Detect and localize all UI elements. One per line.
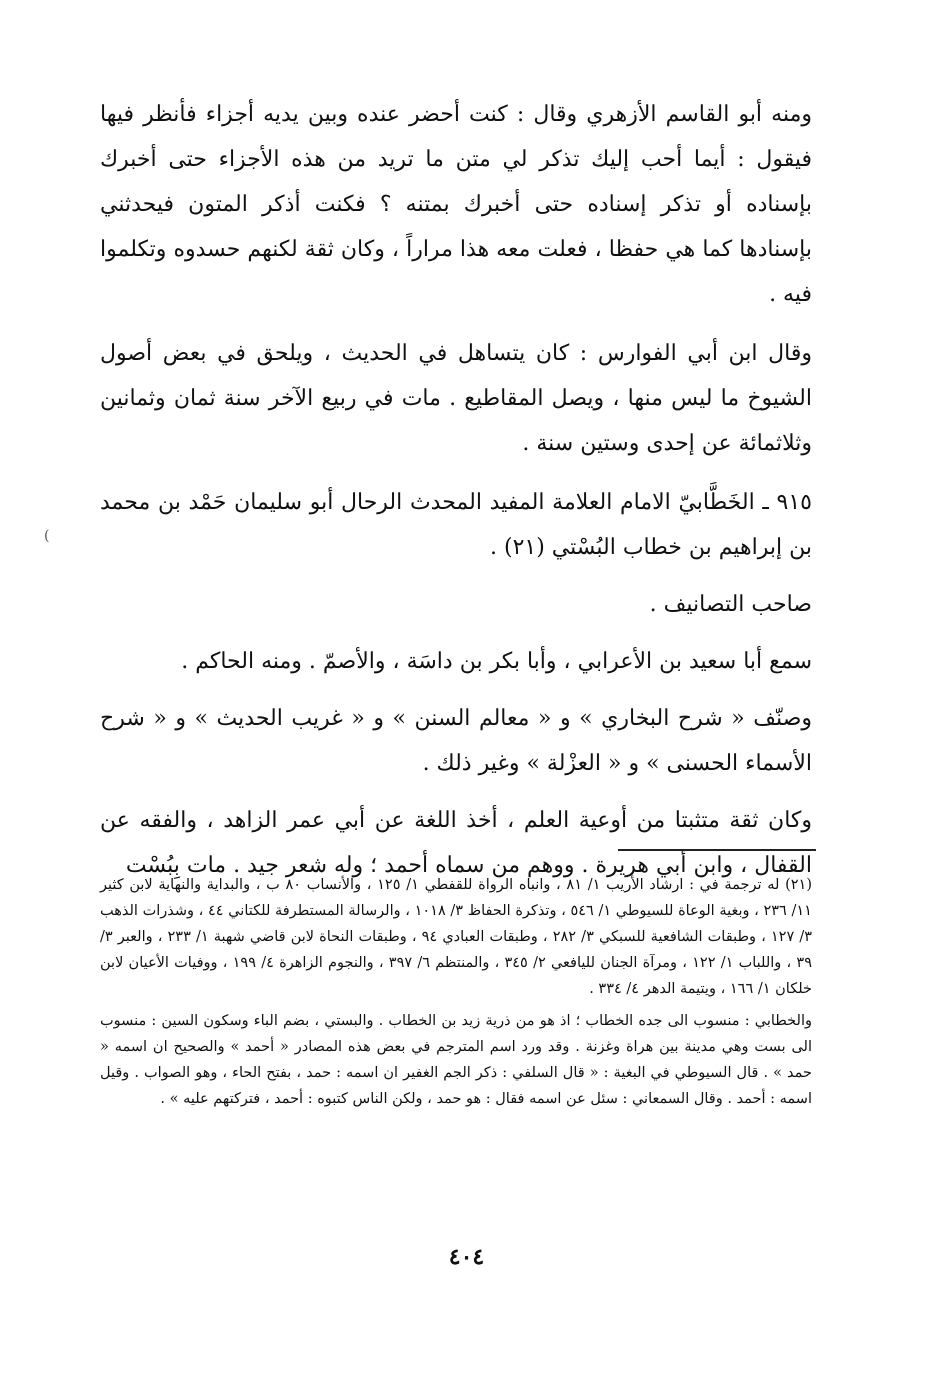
entry-heading-khattabi: ٩١٥ ـ الخَطَّابيّ الامام العلامة المفيد المحدث الرحال أبو سليمان حَمْد بن محمد بن إبراهيم بن خطاب البُسْتي (٢١) . — [100, 490, 812, 560]
paragraph-teachers: سمع أبا سعيد بن الأعرابي ، وأبا بكر بن داسَة ، والأصمّ . ومنه الحاكم . — [181, 649, 812, 674]
page-number: ٤٠٤ — [448, 1244, 485, 1270]
paragraph-author-of-works: صاحب التصانيف . — [649, 592, 812, 617]
margin-mark: ( — [44, 528, 50, 544]
paragraph-ibn-abi-al-fawaris: وقال ابن أبي الفوارس : كان يتساهل في الحديث ، ويلحق في بعض أصول الشيوخ ما ليس منها ، ويصل المقاطيع . مات في ربيع الآخر سنة ثمان وثمانين وثلاثمائة عن إحدى وستين سنة . — [100, 341, 812, 456]
paragraph-azhari: ومنه أبو القاسم الأزهري وقال : كنت أحضر عنده وبين يديه أجزاء فأنظر فيها فيقول : أيما أحب إليك تذكر لي متن ما تريد من هذه الأجزاء حتى أخبرك بإسناده أو تذكر إسناده حتى أخبرك بمتنه ؟ فكنت أذكر المتون فيحدثني بإسنادها كما هي حفظا ، فعلت معه هذا مراراً ، وكان ثقة لكنهم حسدوه وتكلموا فيه . — [100, 102, 812, 307]
footnotes — [100, 872, 812, 1112]
footnote-nisba-note: والخطابي : منسوب الى جده الخطاب ؛ اذ هو من ذرية زيد بن الخطاب . والبستي ، بضم الباء وسكون السين : منسوب الى بست وهي مدينة بين هراة وغزنة . وقد ورد اسم المترجم في بعض هذه المصادر « أحمد » والصحيح ان اسمه « حمد » . قال السيوطي في البغية : « قال السلفي : ذكر الجم الغفير ان اسمه : حمد ، بفتح الحاء ، وهو الصواب . وقيل اسمه : أحمد . وقال السمعاني : سئل عن اسمه فقال : هو حمد ، ولكن الناس كتبوه : أحمد ، فتركتهم عليه » . — [100, 1013, 812, 1107]
footnote-sources: (٢١) له ترجمة في : ارشاد الأريب ١/ ٨١ ، وانباه الرواة للقفطي ١/ ١٢٥ ، والأنساب ٨٠ ب ، والبداية والنهاية لابن كثير ١١/ ٢٣٦ ، وبغية الوعاة للسيوطي ١/ ٥٤٦ ، وتذكرة الحفاظ ٣/ ١٠١٨ ، والرسالة المستطرفة للكتاني ٤٤ ، وشذرات الذهب ٣/ ١٢٧ ، وطبقات الشافعية للسبكي ٣/ ٢٨٢ ، وطبقات العبادي ٩٤ ، وطبقات النحاة لابن قاضي شهبة ١/ ٢٣٣ ، والعبر ٣/ ٣٩ ، واللباب ١/ ١٢٢ ، ومرآة الجنان لليافعي ٢/ ٣٤٥ ، والمنتظم ٦/ ٣٩٧ ، والنجوم الزاهرة ٤/ ١٩٩ ، ووفيات الأعيان لابن خلكان ١/ ١٦٦ ، ويتيمة الدهر ٤/ ٣٣٤ . — [100, 877, 813, 997]
main-text — [100, 92, 812, 888]
footnote-divider — [618, 849, 816, 851]
paragraph-reliability: وكان ثقة متثبتا من أوعية العلم ، أخذ اللغة عن أبي عمر الزاهد ، والفقه عن القفال ، وابن أبي هريرة . ووهم من سماه أحمد ؛ وله شعر جيد . مات بِبُسْت — [100, 808, 812, 878]
paragraph-writings: وصنّف « شرح البخاري » و « معالم السنن » و « غريب الحديث » و « شرح الأسماء الحسنى » و « العزْلة » وغير ذلك . — [100, 706, 812, 776]
